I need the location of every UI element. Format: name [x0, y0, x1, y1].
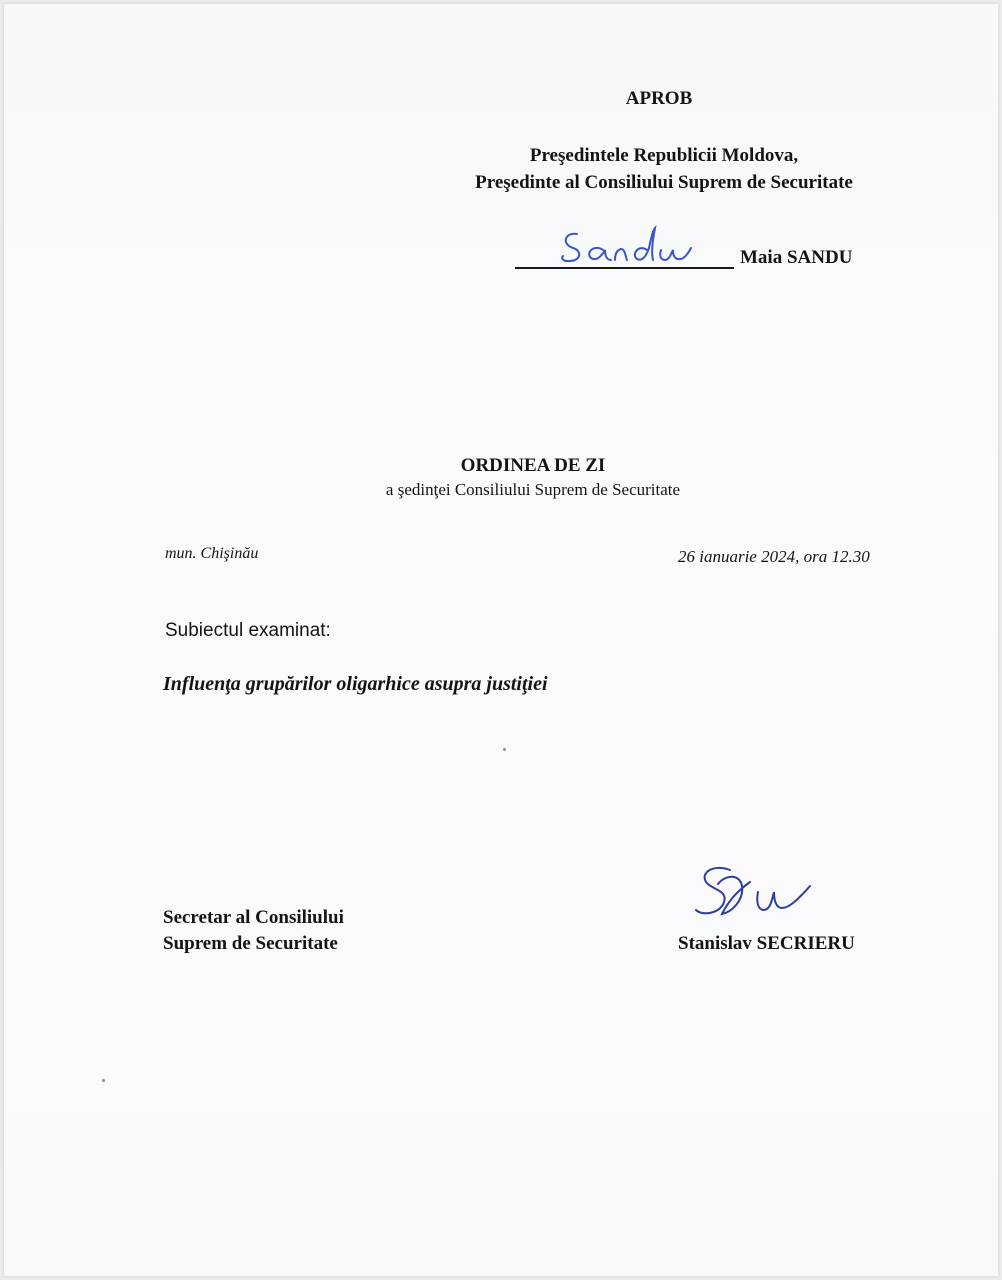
secretary-role-line2: Suprem de Securitate: [163, 933, 338, 954]
approver-title-line1: Preşedintele Republicii Moldova,: [529, 145, 799, 166]
signature-line: [515, 267, 734, 269]
secretary-role-block: [163, 905, 344, 957]
meeting-place: mun. Chişinău: [165, 545, 259, 562]
approver-title-line2: Preşedinte al Consiliului Suprem de Securitate: [475, 172, 853, 193]
approver-signature: [555, 222, 725, 272]
subject-title: Influenţa grupărilor oligarhice asupra justiţiei: [163, 673, 548, 695]
agenda-title: ORDINEA DE ZI: [460, 455, 606, 476]
secretary-signature: [692, 862, 822, 924]
meeting-date-time: 26 ianuarie 2024, ora 12.30: [678, 547, 870, 566]
approver-name: Maia SANDU: [740, 247, 853, 268]
secretary-role-line1: Secretar al Consiliului: [163, 907, 344, 928]
paper-speck: [102, 1079, 105, 1082]
agenda-subtitle: a şedinţei Consiliului Suprem de Securitate: [385, 480, 681, 499]
approver-signature-text: Sandu: [555, 222, 558, 223]
secretary-name: Stanislav SECRIERU: [678, 933, 855, 954]
approver-title-block: [420, 142, 908, 196]
approval-title: APROB: [625, 88, 693, 109]
paper-speck: [503, 748, 506, 751]
subject-label: Subiectul examinat:: [165, 620, 331, 641]
